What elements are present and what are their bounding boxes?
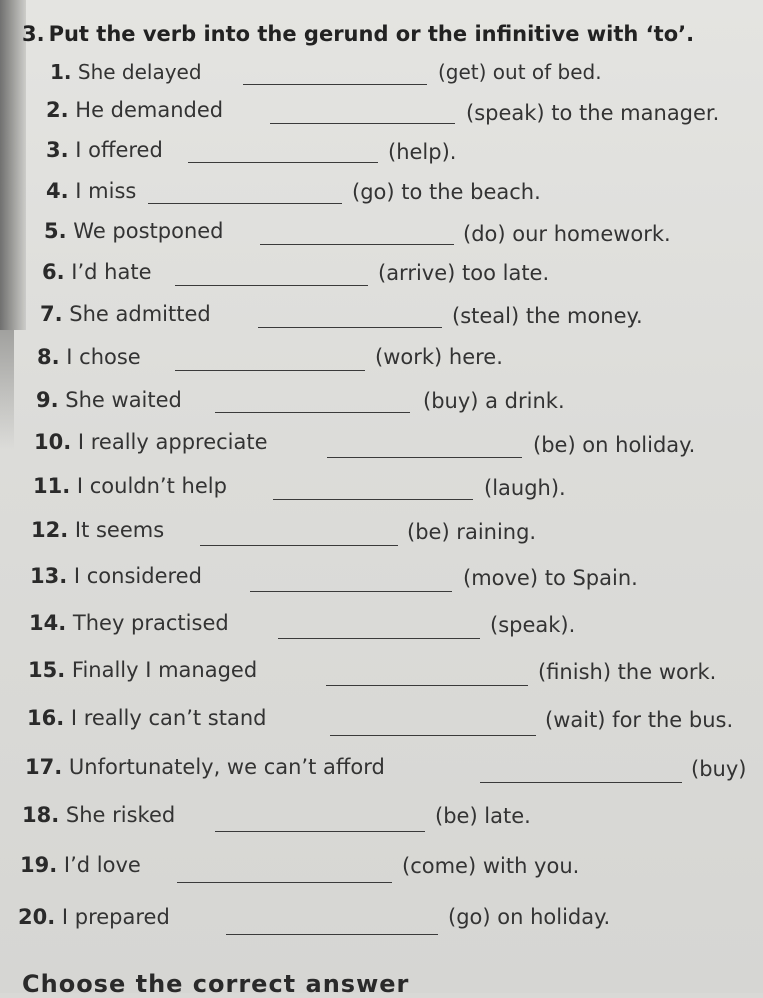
- answer-blank[interactable]: [215, 831, 425, 832]
- list-item: 13. I considered: [30, 564, 202, 588]
- answer-blank[interactable]: [148, 203, 342, 204]
- verb-hint: (help).: [388, 140, 457, 164]
- exercise-instruction: Put the verb into the gerund or the infinitive with ‘to’.: [48, 22, 695, 46]
- list-item: 5. We postponed: [44, 219, 224, 243]
- answer-blank[interactable]: [326, 685, 528, 686]
- answer-blank[interactable]: [278, 638, 480, 639]
- list-item: 20. I prepared: [18, 905, 170, 929]
- verb-hint: (finish) the work.: [538, 660, 717, 684]
- next-section-heading: Choose the correct answer: [22, 970, 410, 998]
- verb-hint: (go) to the beach.: [352, 180, 541, 204]
- list-item: 3. I offered: [46, 138, 163, 162]
- list-item: 12. It seems: [31, 518, 165, 542]
- verb-hint: (work) here.: [375, 345, 503, 369]
- page-binding-fade: [0, 330, 14, 450]
- list-item: 2. He demanded: [46, 98, 224, 122]
- answer-blank[interactable]: [258, 327, 442, 328]
- exercise-heading: [22, 22, 694, 46]
- verb-hint: (wait) for the bus.: [545, 708, 734, 732]
- list-item: 16. I really can’t stand: [27, 706, 267, 730]
- answer-blank[interactable]: [273, 499, 473, 500]
- list-item: 19. I’d love: [20, 853, 141, 877]
- verb-hint: (do) our homework.: [463, 222, 671, 246]
- answer-blank[interactable]: [250, 591, 452, 592]
- verb-hint: (speak).: [490, 613, 576, 637]
- answer-blank[interactable]: [177, 882, 392, 883]
- list-item: 1. She delayed: [50, 60, 202, 84]
- answer-blank[interactable]: [260, 244, 454, 245]
- verb-hint: (move) to Spain.: [463, 566, 638, 590]
- answer-blank[interactable]: [188, 162, 378, 163]
- list-item: 10. I really appreciate: [34, 430, 268, 454]
- page-binding-shadow: [0, 0, 26, 330]
- answer-blank[interactable]: [175, 285, 368, 286]
- answer-blank[interactable]: [200, 545, 398, 546]
- list-item: 4. I miss: [46, 179, 137, 203]
- verb-hint: (be) late.: [435, 804, 531, 828]
- verb-hint: (go) on holiday.: [448, 905, 611, 929]
- verb-hint: (be) on holiday.: [533, 433, 696, 457]
- verb-hint: (come) with you.: [402, 854, 580, 878]
- exercise-number: 3.: [22, 22, 45, 46]
- list-item: 6. I’d hate: [42, 260, 152, 284]
- verb-hint: (buy) a drink.: [423, 389, 565, 413]
- verb-hint: (steal) the money.: [452, 304, 643, 328]
- list-item: 14. They practised: [29, 611, 229, 635]
- answer-blank[interactable]: [215, 412, 410, 413]
- answer-blank[interactable]: [270, 123, 455, 124]
- answer-blank[interactable]: [330, 735, 536, 736]
- verb-hint: (laugh).: [484, 476, 566, 500]
- list-item: 7. She admitted: [40, 302, 211, 326]
- verb-hint: (get) out of bed.: [438, 60, 602, 84]
- list-item: 11. I couldn’t help: [33, 474, 227, 498]
- verb-hint: (speak) to the manager.: [466, 101, 720, 125]
- answer-blank[interactable]: [480, 782, 682, 783]
- answer-blank[interactable]: [226, 934, 438, 935]
- list-item: 15. Finally I managed: [28, 658, 258, 682]
- answer-blank[interactable]: [243, 84, 427, 85]
- verb-hint: (buy): [691, 757, 747, 781]
- list-item: 18. She risked: [22, 803, 176, 827]
- list-item: 17. Unfortunately, we can’t afford: [25, 755, 385, 779]
- list-item: 9. She waited: [36, 388, 182, 412]
- verb-hint: (arrive) too late.: [378, 261, 550, 285]
- verb-hint: (be) raining.: [407, 520, 537, 544]
- list-item: 8. I chose: [37, 345, 141, 369]
- answer-blank[interactable]: [327, 457, 522, 458]
- answer-blank[interactable]: [175, 370, 365, 371]
